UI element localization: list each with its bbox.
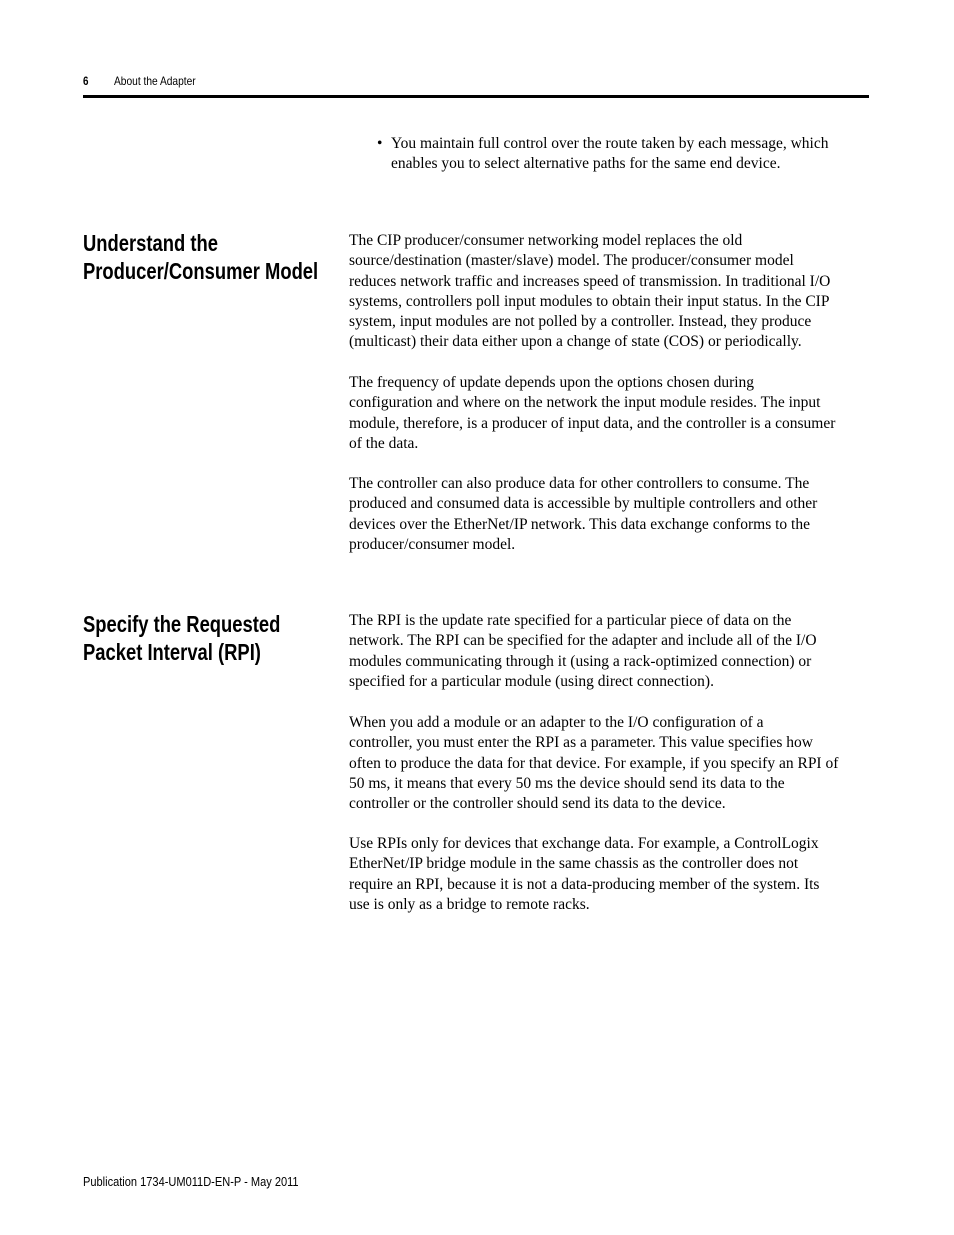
- paragraph-line: modules communicating through it (using a rack-optimized connection) or: [349, 652, 812, 670]
- heading-line: Understand the: [83, 230, 218, 256]
- bullet-marker: •: [377, 135, 383, 152]
- header-rule: [83, 95, 869, 98]
- paragraph-line: (multicast) their data either upon a change of state (COS) or periodically.: [349, 333, 802, 351]
- bullet-text: [391, 134, 828, 175]
- heading-line: Specify the Requested: [83, 611, 281, 637]
- paragraph-line: often to produce the data for that device. For example, if you specify an RPI of: [349, 754, 839, 772]
- bullet-line: enables you to select alternative paths for the same end device.: [391, 155, 781, 173]
- paragraph-line: controller, you must enter the RPI as a parameter. This value specifies how: [349, 734, 813, 752]
- paragraph: [349, 713, 838, 814]
- page-footer: Publication 1734-UM011D-EN-P - May 2011: [83, 1174, 299, 1189]
- paragraph-line: module, therefore, is a producer of input data, and the controller is a consumer: [349, 414, 836, 432]
- paragraph: [349, 373, 835, 454]
- paragraph-line: of the data.: [349, 434, 419, 452]
- page-number: 6: [83, 74, 89, 88]
- paragraph-line: The controller can also produce data for other controllers to consume. The: [349, 475, 810, 492]
- paragraph-line: produced and consumed data is accessible by multiple controllers and other: [349, 495, 818, 513]
- paragraph-line: 50 ms, it means that every 50 ms the device should send its data to the: [349, 774, 785, 792]
- page-header: [83, 72, 869, 98]
- paragraph-line: devices over the EtherNet/IP network. This data exchange conforms to the: [349, 515, 810, 533]
- paragraph-line: specified for a particular module (using direct connection).: [349, 672, 714, 690]
- paragraph-line: reduces network traffic and increases speed of transmission. In traditional I/O: [349, 272, 831, 290]
- paragraph: [349, 474, 817, 555]
- paragraph-line: systems, controllers poll input modules to obtain their input status. In the CIP: [349, 292, 830, 310]
- paragraph-line: controller or the controller should send its data to the device.: [349, 795, 726, 813]
- heading-line: Producer/Consumer Model: [83, 258, 319, 284]
- running-head: About the Adapter: [114, 74, 196, 88]
- paragraph: [349, 231, 830, 353]
- section-heading-producer-consumer: [83, 229, 318, 285]
- paragraph-line: configuration and where on the network the input module resides. The input: [349, 394, 821, 412]
- heading-line: Packet Interval (RPI): [83, 639, 261, 665]
- section-heading-rpi: [83, 610, 280, 666]
- paragraph-line: Use RPIs only for devices that exchange data. For example, a ControlLogix: [349, 835, 819, 852]
- paragraph: [349, 834, 819, 915]
- paragraph-line: source/destination (master/slave) model. The producer/consumer model: [349, 252, 794, 270]
- paragraph-line: require an RPI, because it is not a data-producing member of the system. Its: [349, 875, 820, 893]
- bullet-line: You maintain full control over the route taken by each message, which: [391, 135, 829, 152]
- paragraph-line: The CIP producer/consumer networking model replaces the old: [349, 232, 743, 249]
- paragraph: [349, 611, 817, 692]
- paragraph-line: network. The RPI can be specified for the adapter and include all of the I/O: [349, 632, 817, 650]
- paragraph-line: EtherNet/IP bridge module in the same chassis as the controller does not: [349, 855, 799, 873]
- paragraph-line: When you add a module or an adapter to the I/O configuration of a: [349, 714, 764, 731]
- paragraph-line: use is only as a bridge to remote racks.: [349, 895, 590, 913]
- paragraph-line: The RPI is the update rate specified for a particular piece of data on the: [349, 612, 792, 629]
- paragraph-line: system, input modules are not polled by a controller. Instead, they produce: [349, 313, 812, 331]
- paragraph-line: producer/consumer model.: [349, 535, 516, 553]
- paragraph-line: The frequency of update depends upon the options chosen during: [349, 374, 755, 391]
